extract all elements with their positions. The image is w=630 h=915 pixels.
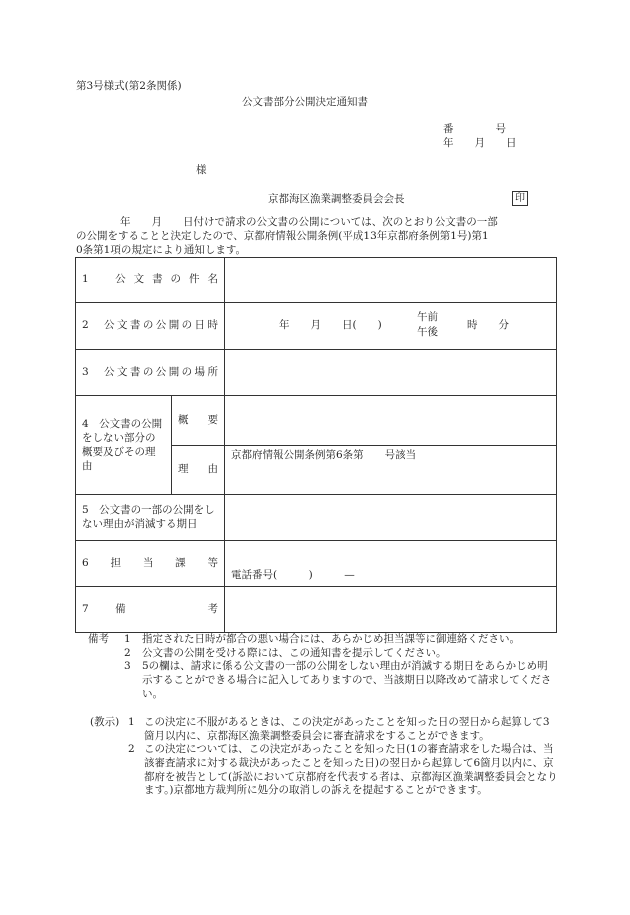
instruction-number: 1 [128,716,135,728]
row-department [76,541,557,587]
row7-label: 7 備 考 [82,602,218,615]
row-undisclosed-summary [76,396,557,446]
row4-label: 4 公文書の公開をしない部分の概要及びその理由 [82,417,163,473]
row-document-name [76,258,557,303]
row2-label-cell [76,303,225,350]
undisclosed-reason-field[interactable] [225,446,557,495]
row-notes [76,587,557,633]
notice-form-table [75,257,557,633]
remark-text: 5の欄は、請求に係る公文書の一部の公開をしない理由が消滅する期日をあらかじめ明示することができる場合に記入してありますので、当該期日以降改めて請求してください。 [142,660,552,700]
intro-line-1: 年 月 日付けで請求の公文書の公開については、次のとおり公文書の一部 [120,216,498,228]
remark-number: 3 [124,660,131,673]
remark-number: 1 [124,633,131,645]
issuer-name: 京都海区漁業調整委員会会長 [268,193,405,205]
row-disclosure-datetime [76,303,557,350]
row4-sub-reason: 理 由 [178,463,218,476]
seal-label: 印 [512,191,528,206]
intro-line-3: 0条第1項の規定により通知します。 [76,244,247,256]
datetime-date: 年 月 日( ) [279,319,382,331]
datetime-pm: 午後 [417,326,438,338]
remark-text: 公文書の公開を受ける際には、この通知書を提示してください。 [142,646,447,659]
row5-label-cell [76,495,225,541]
document-name-field[interactable] [225,258,557,303]
row5-label: 5 公文書の一部の公開をしない理由が消滅する期日 [82,503,215,530]
date-label: 年 月 日 [443,137,517,149]
remarks-section [88,633,558,701]
department-field[interactable] [225,541,557,587]
row6-label: 6 担 当 課 等 [82,556,218,569]
reason-ordinance-text: 京都府情報公開条例第6条第 号該当 [231,449,417,461]
instruction-item [90,743,560,798]
row-disclosure-place [76,350,557,396]
row1-label: 1 公文書の件名 [82,273,218,286]
row6-label-cell [76,541,225,587]
remark-text: 指定された日時が都合の悪い場合には、あらかじめ担当課等に御連絡ください。 [142,633,520,645]
document-title: 公文書部分公開決定通知書 [242,96,368,108]
remark-number: 2 [124,646,131,659]
row7-label-cell [76,587,225,633]
row4-sub-summary: 概 要 [178,413,218,426]
instruction-item [90,716,560,743]
datetime-content [231,306,550,346]
intro-line-2: の公開をすることと決定したので、京都府情報公開条例(平成13年京都府条例第1号)第1 [76,230,489,242]
datetime-am: 午前 [417,311,438,323]
disclosure-datetime-field[interactable] [225,303,557,350]
row1-label-cell [76,258,225,303]
instruction-number: 2 [128,743,135,756]
row4-sub-reason-cell [172,446,225,495]
disclosure-place-field[interactable] [225,350,557,396]
row-reason-expiry [76,495,557,541]
row4-sub-summary-cell [172,396,225,446]
form-number: 第3号様式(第2条関係) [76,80,182,92]
remark-item [88,660,558,701]
remarks-heading: 備考 [88,633,109,645]
remark-item [88,647,558,661]
row2-label: 2 公文書の公開の日時 [82,319,218,332]
remark-item [88,633,558,647]
notes-field[interactable] [225,587,557,633]
instructions-section [90,716,560,798]
seal-mark [512,191,528,206]
instruction-text: この決定については、この決定があったことを知った日(1の審査請求をした場合は、当該審査請求に対する裁決があったことを知った日)の翌日から起算して6箇月以内に、京都府を被告として(訴訟において京都府を代表する者は、京都海区漁業調整委員会となります。)京都地方裁判所に処分の取消しの訴えを提起することができます。 [144,743,558,797]
instructions-heading: (教示) [90,716,120,728]
undisclosed-summary-field[interactable] [225,396,557,446]
datetime-time: 時 分 [467,319,509,331]
phone-number-line: 電話番号( ) — [231,569,355,582]
number-label: 番 号 [443,123,506,135]
row4-label-cell [76,396,172,495]
row3-label: 3 公文書の公開の場所 [82,365,218,378]
addressee-suffix: 様 [196,164,207,176]
instruction-text: この決定に不服があるときは、この決定があったことを知った日の翌日から起算して3箇月以内に、京都海区漁業調整委員会に審査請求をすることができます。 [144,716,550,742]
row3-label-cell [76,350,225,396]
reason-expiry-field[interactable] [225,495,557,541]
